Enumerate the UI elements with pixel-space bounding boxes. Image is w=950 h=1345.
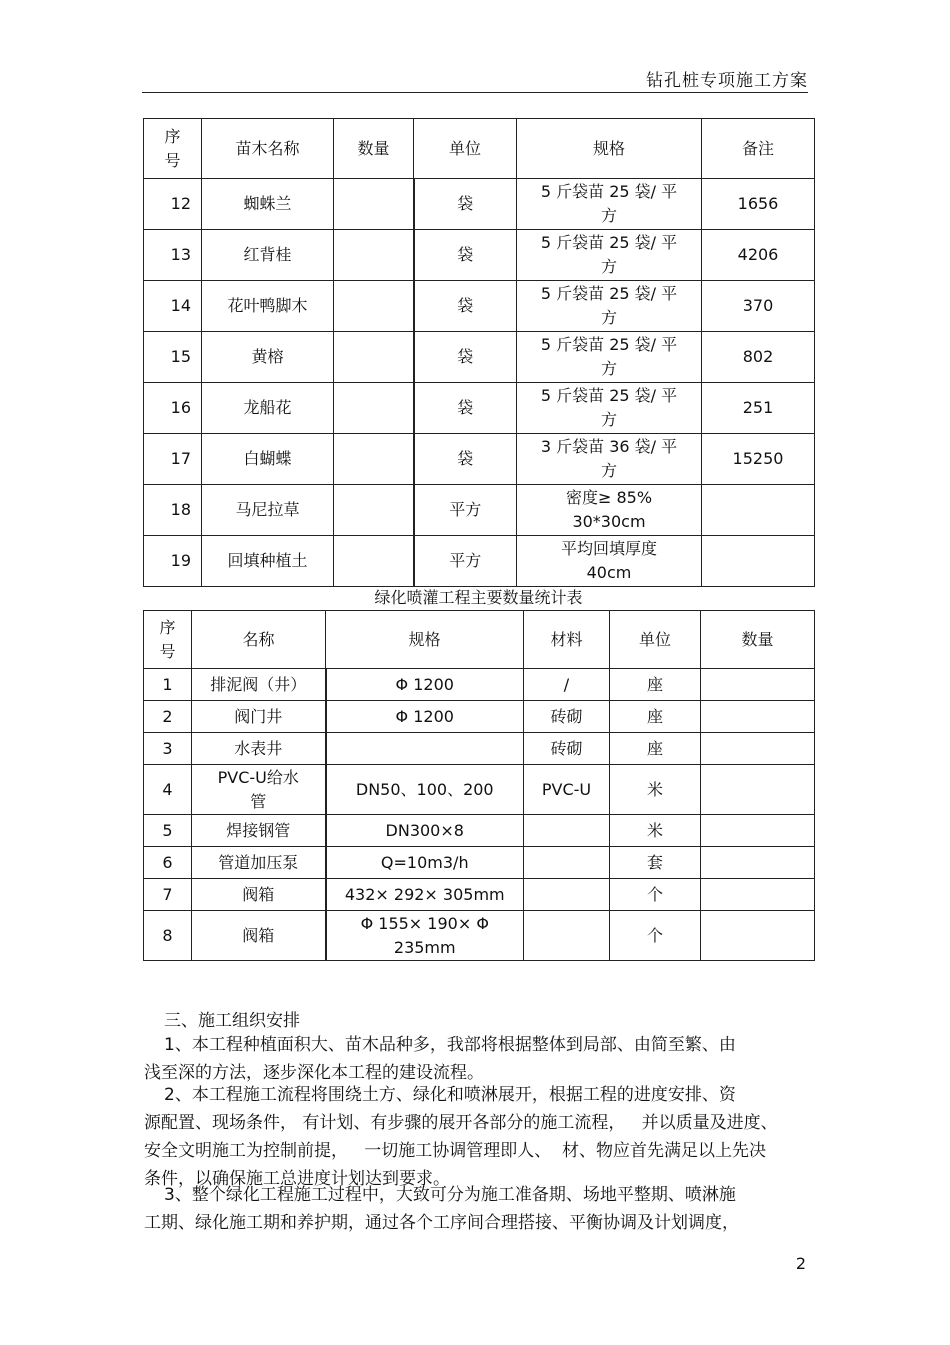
cell-name: 蜘蛛兰 (202, 179, 334, 230)
header-name: 名称 (192, 611, 326, 669)
cell-quantity (334, 536, 414, 587)
cell-quantity (334, 485, 414, 536)
paragraph-line: 源配置、现场条件， 有计划、有步骤的展开各部分的施工流程， 并以质量及进度、 (144, 1113, 778, 1133)
cell-material (524, 879, 610, 911)
paragraph-line: 安全文明施工为控制前提， 一切施工协调管理即人、 材、物应首先满足以上先决 (144, 1141, 767, 1161)
cell-unit: 座 (610, 733, 701, 765)
table-header-row (144, 611, 815, 669)
cell-spec: Φ 155× 190× Φ 235mm (326, 911, 524, 961)
cell-material (524, 911, 610, 961)
cell-remark (702, 536, 815, 587)
cell-remark: 1656 (702, 179, 815, 230)
header-remark: 备注 (702, 119, 815, 179)
cell-spec: 5 斤袋苗 25 袋/ 平 方 (517, 179, 702, 230)
table-row (144, 847, 815, 879)
paragraph-1 (144, 1031, 814, 1087)
table-row (144, 485, 815, 536)
cell-index: 3 (144, 733, 192, 765)
cell-quantity (334, 434, 414, 485)
paragraph-line: 2、本工程施工流程将围绕土方、绿化和喷淋展开，根据工程的进度安排、资 (164, 1085, 736, 1105)
cell-index: 2 (144, 701, 192, 733)
cell-spec: Φ 1200 (326, 701, 524, 733)
seedling-table-body (144, 119, 815, 587)
cell-spec: 5 斤袋苗 25 袋/ 平 方 (517, 230, 702, 281)
table-row (144, 383, 815, 434)
section-heading: 三、施工组织安排 (164, 1011, 300, 1031)
cell-unit: 座 (610, 701, 701, 733)
cell-name: 阀门井 (192, 701, 326, 733)
cell-unit: 平方 (414, 536, 517, 587)
cell-name: 龙船花 (202, 383, 334, 434)
table-row (144, 669, 815, 701)
cell-unit: 袋 (414, 230, 517, 281)
paragraph-line: 条件，以确保施工总进度计划达到要求。 (144, 1169, 450, 1189)
cell-quantity (701, 879, 815, 911)
cell-index: 8 (144, 911, 192, 961)
paragraph-line: 3、整个绿化工程施工过程中，大致可分为施工准备期、场地平整期、喷淋施 (164, 1185, 736, 1205)
cell-name: 水表井 (192, 733, 326, 765)
cell-name: 回填种植土 (202, 536, 334, 587)
cell-quantity (701, 701, 815, 733)
cell-quantity (334, 281, 414, 332)
cell-name: 马尼拉草 (202, 485, 334, 536)
document-header-title: 钻孔桩专项施工方案 (646, 71, 808, 91)
table-row (144, 911, 815, 961)
table-row (144, 733, 815, 765)
table-row (144, 765, 815, 815)
cell-index: 12 (144, 179, 202, 230)
header-spec: 规格 (517, 119, 702, 179)
cell-index: 5 (144, 815, 192, 847)
header-spec: 规格 (326, 611, 524, 669)
cell-unit: 平方 (414, 485, 517, 536)
cell-spec: 432× 292× 305mm (326, 879, 524, 911)
cell-index: 1 (144, 669, 192, 701)
cell-index: 7 (144, 879, 192, 911)
cell-spec: Φ 1200 (326, 669, 524, 701)
page-number: 2 (795, 1254, 806, 1273)
cell-name: 排泥阀（井） (192, 669, 326, 701)
cell-quantity (334, 230, 414, 281)
irrigation-table-body (144, 611, 815, 961)
header-name: 苗木名称 (202, 119, 334, 179)
cell-name: 阀箱 (192, 879, 326, 911)
cell-spec: 平均回填厚度 40cm (517, 536, 702, 587)
cell-unit: 袋 (414, 332, 517, 383)
cell-name: 黄榕 (202, 332, 334, 383)
cell-name: PVC-U给水 管 (192, 765, 326, 815)
cell-remark: 802 (702, 332, 815, 383)
cell-unit: 套 (610, 847, 701, 879)
header-unit: 单位 (610, 611, 701, 669)
cell-unit: 袋 (414, 281, 517, 332)
header-index: 序 号 (144, 611, 192, 669)
cell-spec: 5 斤袋苗 25 袋/ 平 方 (517, 281, 702, 332)
cell-index: 13 (144, 230, 202, 281)
cell-name: 红背桂 (202, 230, 334, 281)
cell-remark: 4206 (702, 230, 815, 281)
cell-unit: 座 (610, 669, 701, 701)
paragraph-2 (144, 1081, 814, 1193)
cell-spec: DN50、100、200 (326, 765, 524, 815)
cell-quantity (701, 911, 815, 961)
table-row (144, 281, 815, 332)
cell-spec: 密度≥ 85% 30*30cm (517, 485, 702, 536)
cell-name: 焊接钢管 (192, 815, 326, 847)
cell-index: 19 (144, 536, 202, 587)
table-row (144, 230, 815, 281)
cell-spec: DN300×8 (326, 815, 524, 847)
cell-spec: 3 斤袋苗 36 袋/ 平 方 (517, 434, 702, 485)
cell-material: PVC-U (524, 765, 610, 815)
header-index: 序 号 (144, 119, 202, 179)
paragraph-line: 1、本工程种植面积大、苗木品种多，我部将根据整体到局部、由简至繁、由 (164, 1035, 736, 1055)
table-row (144, 815, 815, 847)
table-row (144, 179, 815, 230)
cell-unit: 米 (610, 815, 701, 847)
table-row (144, 701, 815, 733)
cell-quantity (701, 669, 815, 701)
cell-material: 砖砌 (524, 733, 610, 765)
irrigation-table (143, 610, 815, 961)
cell-name: 管道加压泵 (192, 847, 326, 879)
cell-quantity (701, 847, 815, 879)
cell-index: 14 (144, 281, 202, 332)
cell-index: 16 (144, 383, 202, 434)
cell-name: 白蝴蝶 (202, 434, 334, 485)
cell-material: / (524, 669, 610, 701)
cell-remark: 15250 (702, 434, 815, 485)
cell-spec: 5 斤袋苗 25 袋/ 平 方 (517, 383, 702, 434)
cell-name: 花叶鸭脚木 (202, 281, 334, 332)
table-row (144, 332, 815, 383)
header-quantity: 数量 (334, 119, 414, 179)
cell-quantity (701, 815, 815, 847)
cell-spec (326, 733, 524, 765)
header-divider (142, 92, 808, 93)
cell-quantity (701, 765, 815, 815)
paragraph-line: 工期、绿化施工期和养护期，通过各个工序间合理搭接、平衡协调及计划调度， (144, 1213, 739, 1233)
cell-unit: 个 (610, 911, 701, 961)
table-header-row (144, 119, 815, 179)
cell-quantity (334, 332, 414, 383)
table-row (144, 434, 815, 485)
header-material: 材料 (524, 611, 610, 669)
cell-spec: Q=10m3/h (326, 847, 524, 879)
irrigation-table-caption: 绿化喷灌工程主要数量统计表 (374, 588, 583, 607)
cell-remark (702, 485, 815, 536)
cell-remark: 251 (702, 383, 815, 434)
cell-index: 18 (144, 485, 202, 536)
cell-index: 4 (144, 765, 192, 815)
cell-unit: 袋 (414, 179, 517, 230)
cell-index: 17 (144, 434, 202, 485)
table-row (144, 879, 815, 911)
header-quantity: 数量 (701, 611, 815, 669)
cell-unit: 袋 (414, 383, 517, 434)
cell-material: 砖砌 (524, 701, 610, 733)
cell-material (524, 847, 610, 879)
cell-quantity (334, 179, 414, 230)
cell-name: 阀箱 (192, 911, 326, 961)
header-unit: 单位 (414, 119, 517, 179)
cell-quantity (334, 383, 414, 434)
cell-spec: 5 斤袋苗 25 袋/ 平 方 (517, 332, 702, 383)
cell-index: 15 (144, 332, 202, 383)
cell-material (524, 815, 610, 847)
cell-remark: 370 (702, 281, 815, 332)
paragraph-line: 浅至深的方法，逐步深化本工程的建设流程。 (144, 1063, 484, 1083)
cell-quantity (701, 733, 815, 765)
table-row (144, 536, 815, 587)
paragraph-3 (144, 1181, 814, 1237)
cell-unit: 米 (610, 765, 701, 815)
seedling-table (143, 118, 815, 587)
cell-unit: 袋 (414, 434, 517, 485)
cell-unit: 个 (610, 879, 701, 911)
cell-index: 6 (144, 847, 192, 879)
